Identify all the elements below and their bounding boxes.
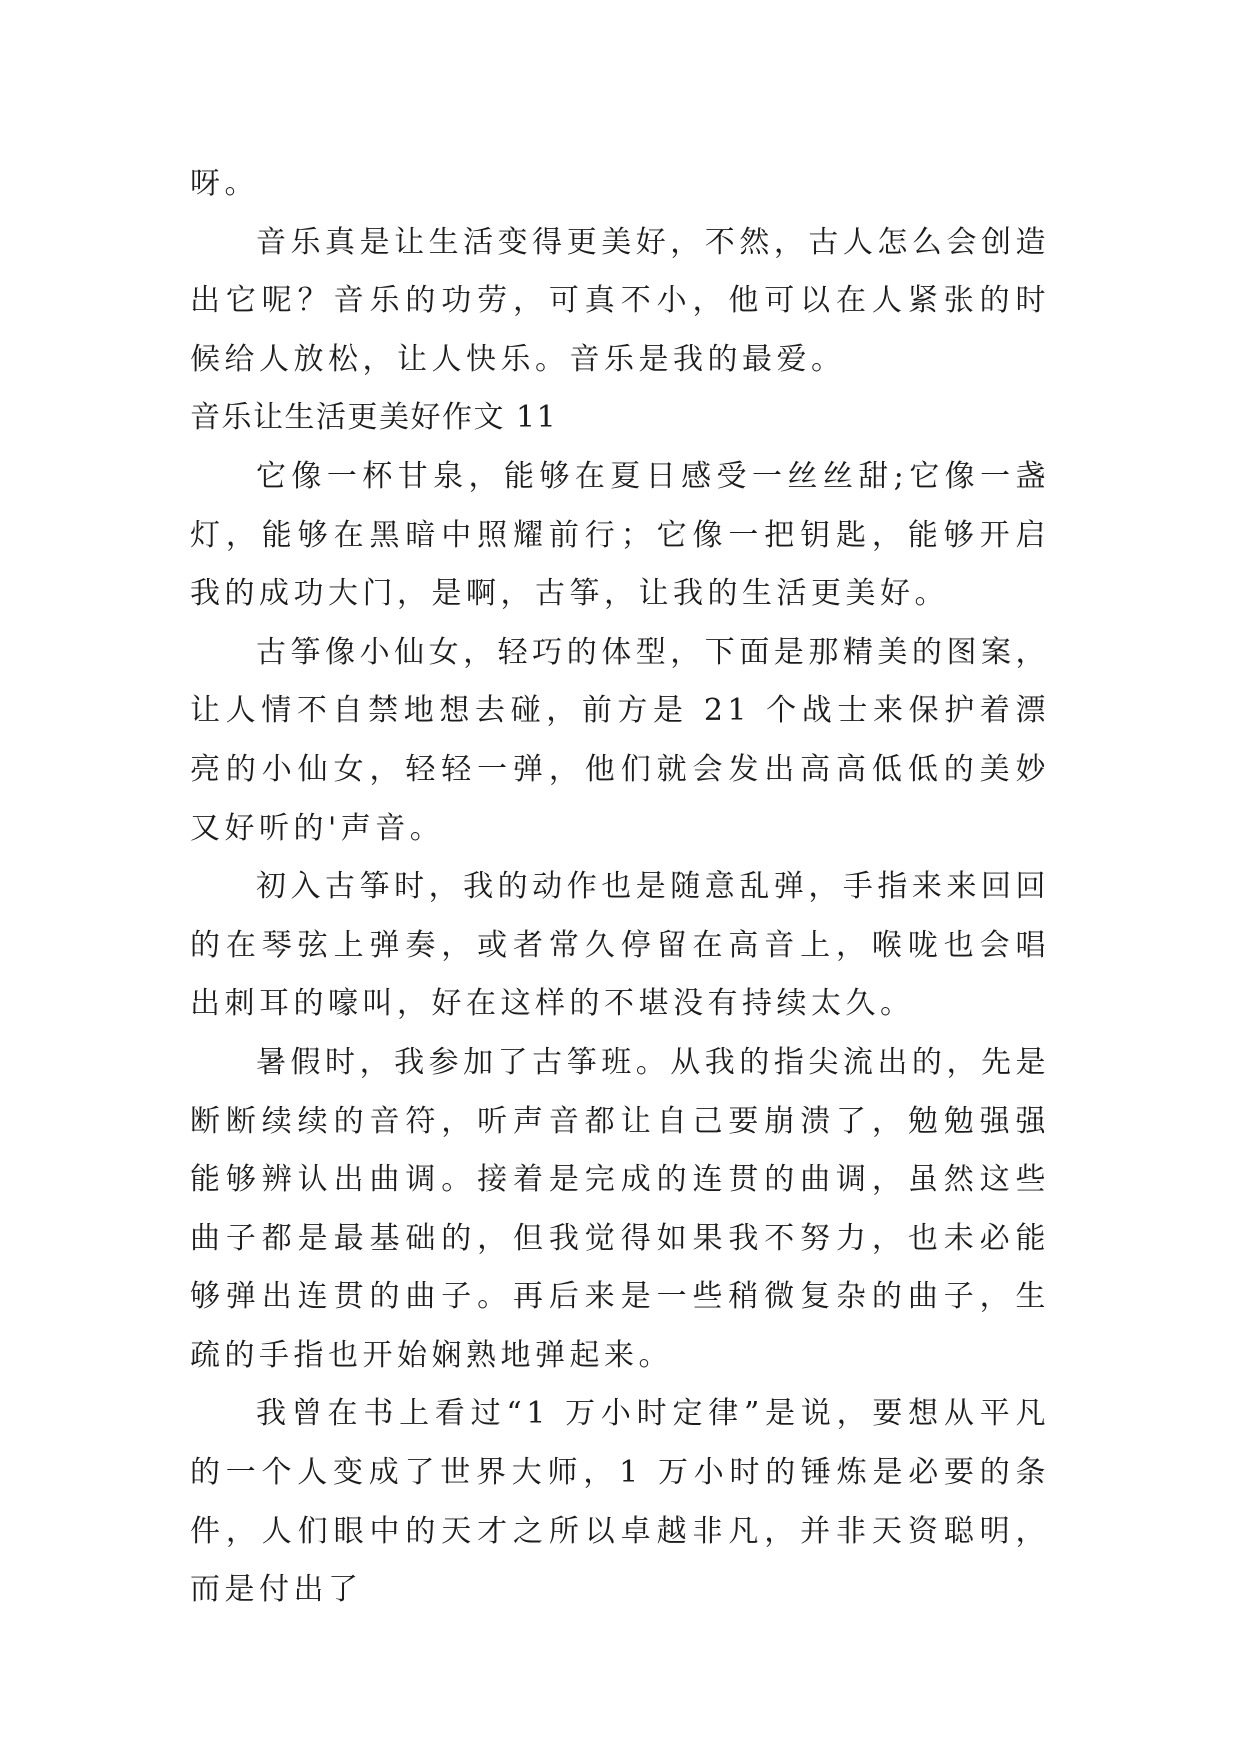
document-body	[190, 155, 1050, 1620]
paragraph-continuation: 呀。	[190, 166, 259, 201]
essay-heading: 音乐让生活更美好作文 11	[190, 400, 558, 436]
paragraph: 古筝像小仙女，轻巧的体型，下面是那精美的图案，让人情不自禁地想去碰，前方是 21 个战士来保护着漂亮的小仙女，轻轻一弹，他们就会发出高高低低的美妙又好听的'声音。	[190, 634, 1050, 846]
paragraph: 它像一杯甘泉，能够在夏日感受一丝丝甜;它像一盏灯，能够在黑暗中照耀前行；它像一把钥匙，能够开启我的成功大门，是啊，古筝，让我的生活更美好。	[190, 458, 1050, 612]
paragraph: 暑假时，我参加了古筝班。从我的指尖流出的，先是断断续续的音符，听声音都让自己要崩溃了，勉勉强强能够辨认出曲调。接着是完成的连贯的曲调，虽然这些曲子都是最基础的，但我觉得如果我不努力，也未必能够弹出连贯的曲子。再后来是一些稍微复杂的曲子，生疏的手指也开始娴熟地弹起来。	[190, 1044, 1050, 1373]
paragraph: 初入古筝时，我的动作也是随意乱弹，手指来来回回的在琴弦上弹奏，或者常久停留在高音上，喉咙也会唱出刺耳的嚎叫，好在这样的不堪没有持续太久。	[190, 869, 1050, 1022]
paragraph: 音乐真是让生活变得更美好，不然，古人怎么会创造出它呢？音乐的功劳，可真不小，他可以在人紧张的时候给人放松，让人快乐。音乐是我的最爱。	[190, 224, 1050, 377]
paragraph: 我曾在书上看过“1 万小时定律”是说，要想从平凡的一个人变成了世界大师，1 万小时的锤炼是必要的条件，人们眼中的天才之所以卓越非凡，并非天资聪明，而是付出了	[190, 1396, 1050, 1608]
